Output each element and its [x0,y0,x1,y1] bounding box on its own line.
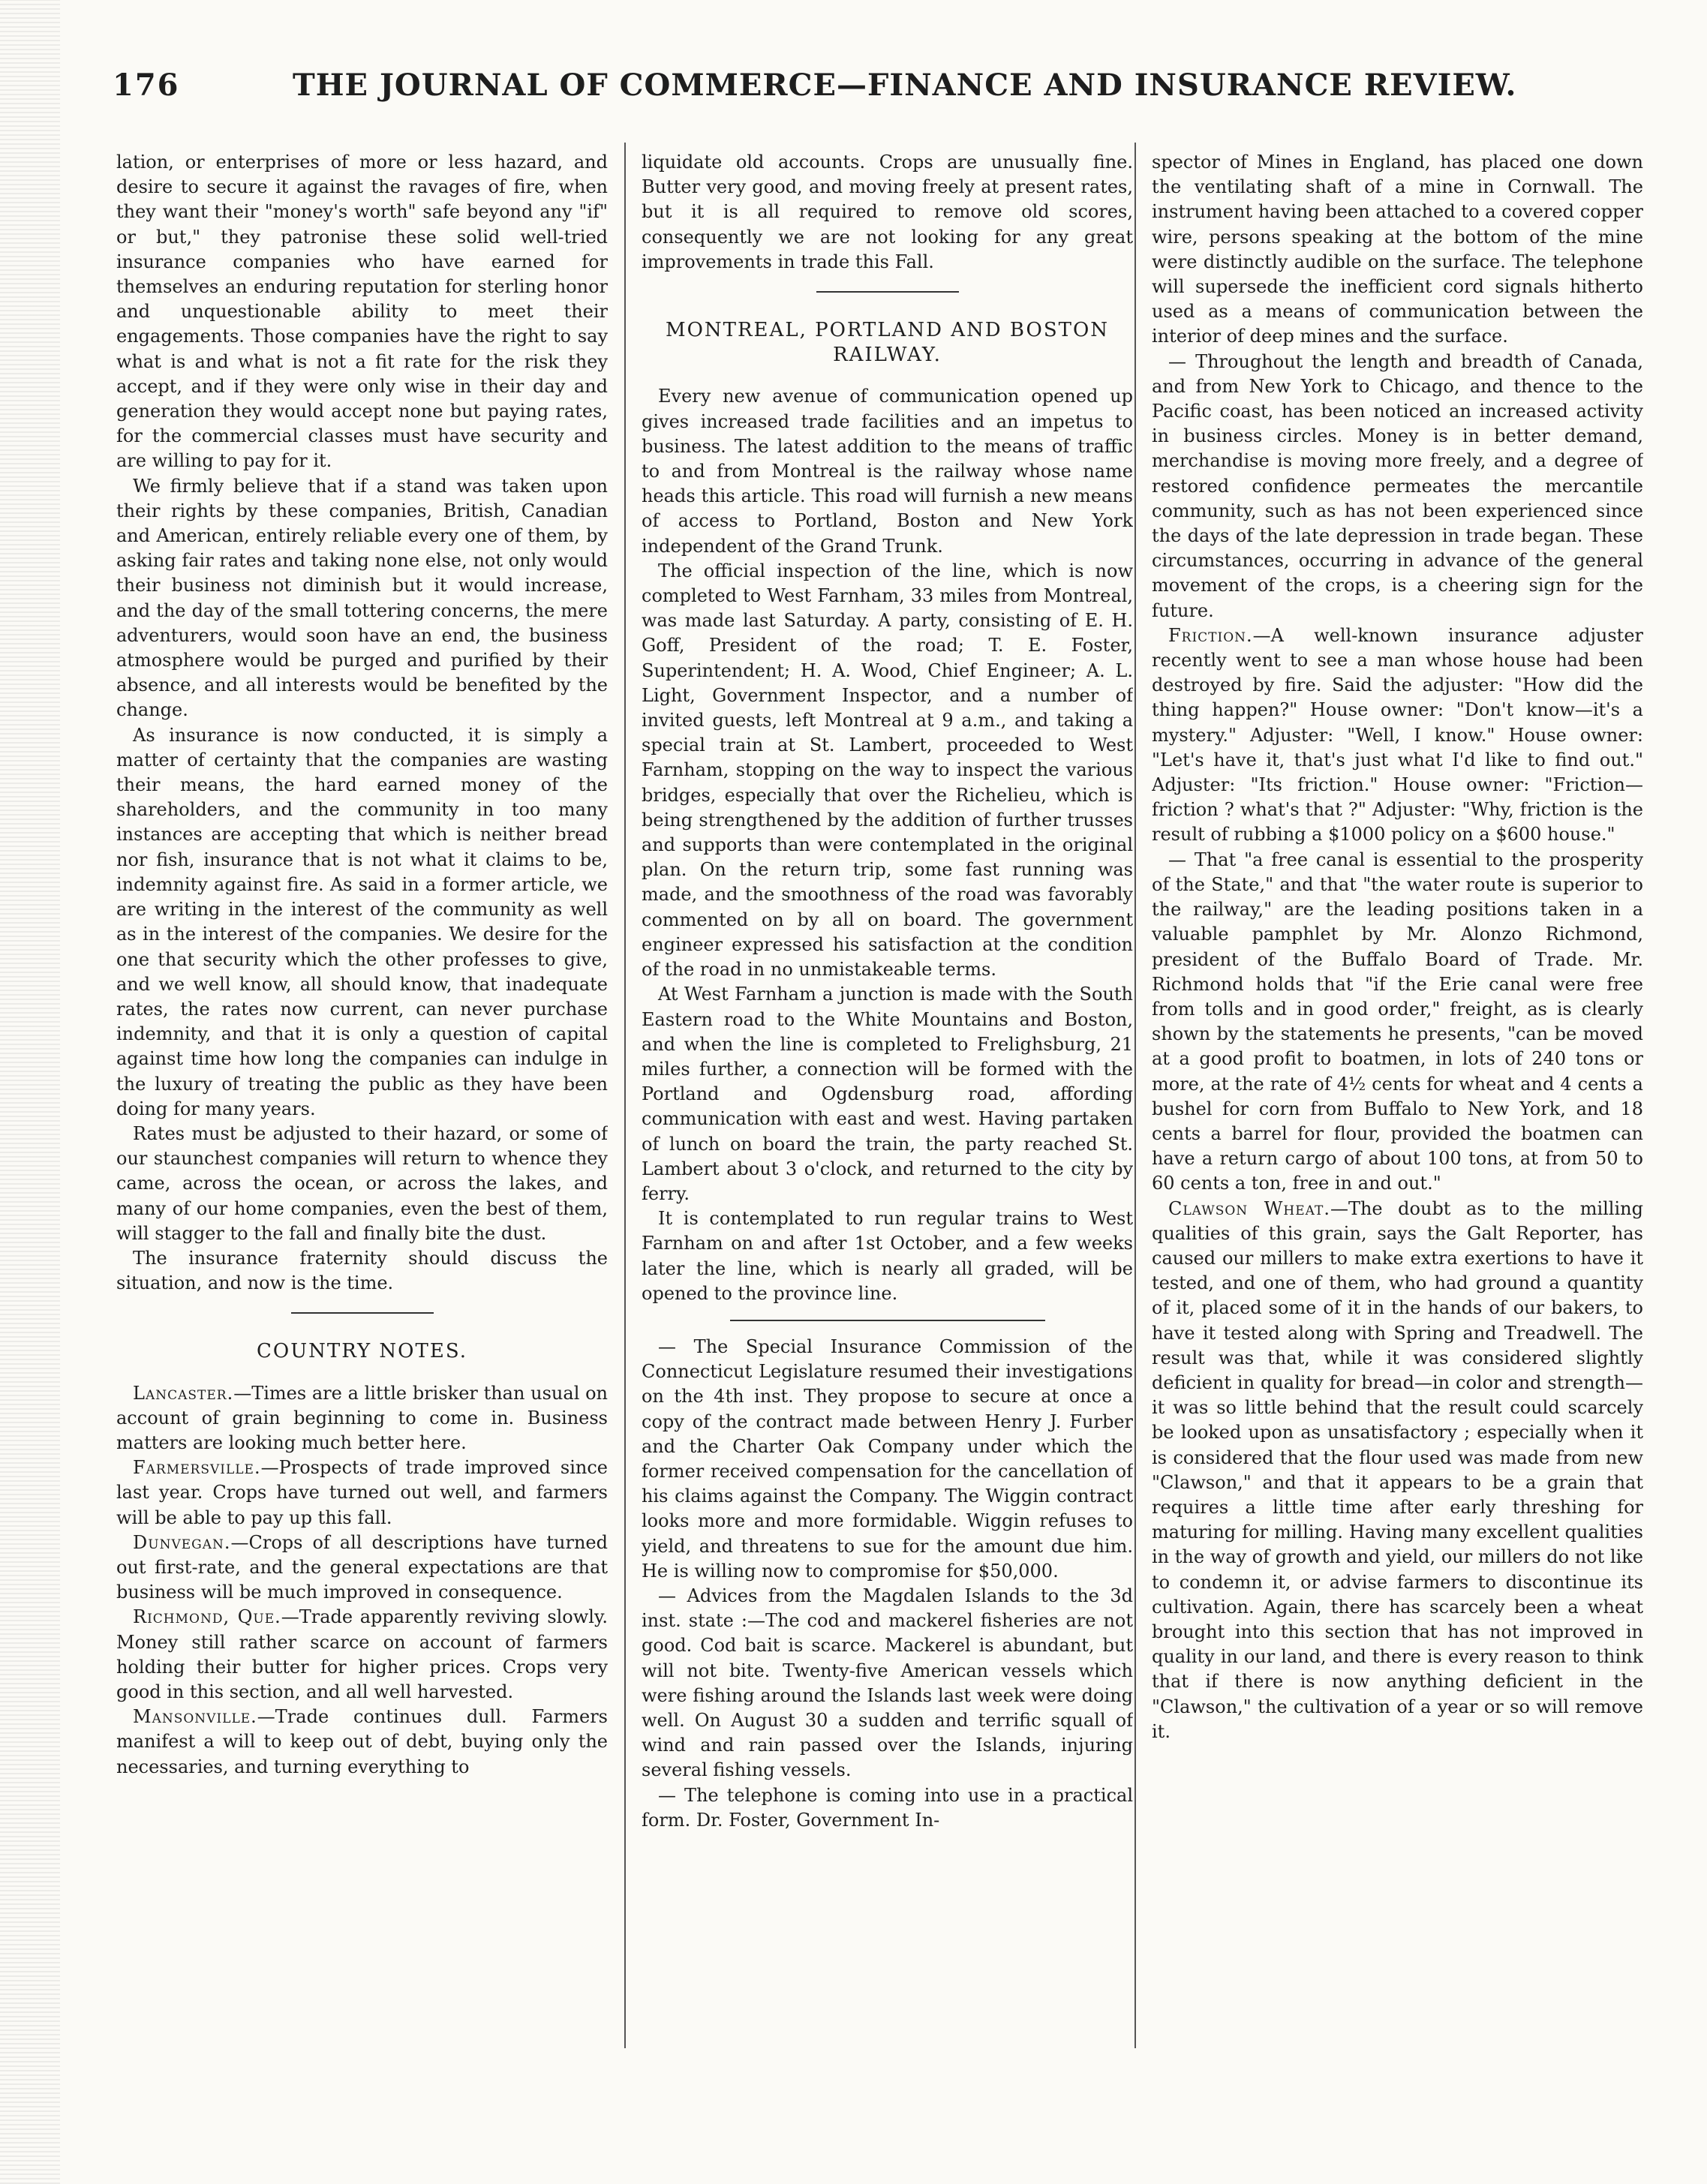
column-2 [642,150,1133,2071]
note-text: —Crops of all descriptions have turned out first-rate, and the general expectations are that business will be much improved in consequence. [116,1531,608,1603]
paragraph: — The telephone is coming into use in a practical form. Dr. Foster, Government In- [642,1784,1133,1831]
paragraph: Every new avenue of communication opened up gives increased trade facilities and an impetus to business. The latest addition to the means of traffic to and from Montreal is the railway whose name heads this article. This road will furnish a new means of access to Portland, Boston and New York independent of the Grand Trunk. [642,386,1133,557]
paragraph: At West Farnham a junction is made with the South Eastern road to the White Mountains and Boston, and when the line is completed to Frelighsburg, 21 miles further, a connection will be formed with the Portland and Ogdensburg road, affording communication with east and west. Having partaken of lunch on board the train, the party reached St. Lambert about 3 o'clock, and returned to the city by ferry. [642,984,1133,1204]
paragraph: lation, or enterprises of more or less hazard, and desire to secure it against the ravages of fire, when they want their "money's worth" safe beyond any "if" or but," they patronise these solid well-tried insurance companies who have earned for themselves an enduring reputation for sterling honor and unquestionable ability to meet their engagements. Those companies have the right to say what is and what is not a fit rate for the risk they accept, and if they were only wise in their day and generation they would accept none but paying rates, for the commercial classes must have security and are willing to pay for it. [116,152,608,472]
section-rule [291,1312,434,1314]
friction-text: —A well-known insurance adjuster recently went to see a man whose house had been destroyed by fire. Said the adjuster: "How did the thing happen?" House owner: "Don't know—it's a mystery." Adjuster: "Well, I know." House owner: "Let's have it, that's just what I'd like to find out." Adjuster: "Its friction." House owner: "Friction—friction ? what's that ?" Adjuster: "Why, friction is the result of rubbing a $1000 policy on a $600 house." [1152,624,1643,846]
country-note [116,1381,608,1456]
note-place: Mansonville. [133,1706,257,1728]
note-text: —Trade apparently reviving slowly. Money still rather scarce on account of farmers holding their butter for higher prices. Crops very good in this section, and all well harvested. [116,1606,608,1702]
railway-heading: MONTREAL, PORTLAND AND BOSTON RAILWAY. [665,319,1110,367]
country-notes-heading: COUNTRY NOTES. [257,1340,467,1363]
clawson-text: —The doubt as to the milling qualities of this grain, says the Galt Reporter, has caused our millers to make extra exertions to have it tested, and one of them, who had ground a quantity of it, placed some of it in the hands of our bakers, to have it tested along with Spring and Treadwell. The result was that, while it was considered slightly deficient in quality for bread—in color and strength—it was so little behind that the result could scarcely be looked upon as unsatisfactory ; especially when it is considered that the flour used was made from new "Clawson," and that it appears to be a grain that requires a little time after early threshing for maturing for milling. Having many excellent qualities in the way of growth and yield, our millers do not like to condemn it, or advise farmers to discontinue its cultivation. Again, there has scarcely been a wheat brought into this section that has not improved in quality in our land, and there is every reason to think that if there is now anything deficient in the "Clawson," the cultivation of a year or so will remove it. [1152,1197,1643,1742]
note-place: Dunvegan. [133,1531,231,1553]
country-note [116,1531,608,1606]
note-text: —Trade continues dull. Farmers manifest a will to keep out of debt, buying only the necessaries, and turning everything to [116,1706,608,1777]
friction-heading: Friction. [1168,624,1253,646]
scan-edge-shadow [0,0,60,2184]
paragraph: As insurance is now conducted, it is simply a matter of certainty that the companies are wasting their means, the hard earned money of the shareholders, and the community in too many instances are accepting that which is neither bread nor fish, insurance that is not what it claims to be, indemnity against fire. As said in a former article, we are writing in the interest of the community as well as in the interest of the companies. We desire for the one that security which the other professes to give, and we well know, all should know, that inadequate rates, the rates now current, can never purchase indemnity, and that it is only a question of capital against time how long the companies can indulge in the luxury of treating the public as they have been doing for many years. [116,724,608,1119]
paragraph: — Advices from the Magdalen Islands to the 3d inst. state :—The cod and mackerel fisheries are not good. Cod bait is scarce. Mackerel is abundant, but will not bite. Twenty-five American vessels which were fishing around the Islands last week were doing well. On August 30 a sudden and terrific squall of wind and rain passed over the Islands, injuring several fishing vessels. [642,1585,1133,1781]
paragraph: — The Special Insurance Commission of the Connecticut Legislature resumed their investigations on the 4th inst. They propose to secure at once a copy of the contract made between Henry J. Furber and the Charter Oak Company under which the former received compensation for the cancellation of his claims against the Company. The Wiggin contract looks more and more formidable. Wiggin refuses to yield, and threatens to sue for the amount due him. He is willing now to compromise for $50,000. [642,1335,1133,1582]
note-place: Richmond, Que. [133,1606,281,1628]
page-number: 176 [113,68,180,103]
masthead-title: THE JOURNAL OF COMMERCE—FINANCE AND INSURANCE REVIEW. [293,68,1517,103]
section-rule [730,1320,1045,1321]
clawson-heading: Clawson Wheat. [1168,1197,1330,1219]
note-text: —Times are a little brisker than usual on account of grain beginning to come in. Business matters are looking much better here. [116,1382,608,1453]
section-rule [816,291,959,293]
paragraph [1152,623,1643,848]
paragraph: We firmly believe that if a stand was taken upon their rights by these companies, British, Canadian and American, entirely reliable every one of them, by asking fair rates and taking none else, not only would their business not diminish but it would increase, and the day of the small tottering concerns, the mere adventurers, would soon have an end, the business atmosphere would be purged and purified by their absence, and all interests would be benefited by the change. [116,475,608,721]
column-divider [624,143,626,2048]
paragraph: It is contemplated to run regular trains to West Farnham on and after 1st October, and a few weeks later the line, which is nearly all graded, will be opened to the province line. [642,1208,1133,1304]
page-header [113,68,1636,120]
paragraph: Rates must be adjusted to their hazard, or some of our staunchest companies will return to whence they came, across the ocean, or across the lakes, and many of our home companies, even the best of them, will stagger to the fall and finally bite the dust. [116,1122,608,1244]
paragraph: liquidate old accounts. Crops are unusually fine. Butter very good, and moving freely at present rates, but it is all required to remove old scores, consequently we are not looking for any great improvements in trade this Fall. [642,152,1133,272]
paragraph [1152,1197,1643,1744]
note-place: Lancaster. [133,1382,234,1404]
note-text: —Prospects of trade improved since last year. Crops have turned out well, and farmers will be able to pay up this fall. [116,1457,608,1528]
column-1 [116,150,608,2071]
note-place: Farmersville. [133,1457,261,1479]
paragraph: — That "a free canal is essential to the prosperity of the State," and that "the water route is superior to the railway," are the leading positions taken in a valuable pamphlet by Mr. Alonzo Richmond, president of the Buffalo Board of Trade. Mr. Richmond holds that "if the Erie canal were free from tolls and in good order," freight, as is clearly shown by the statements he presents, "can be moved at a good profit to boatmen, in lots of 240 tons or more, at the rate of 4½ cents for wheat and 4 cents a bushel for corn from Buffalo to New York, and 18 cents a barrel for flour, provided the boatmen can have a return cargo of about 100 tons, at from 50 to 60 cents a ton, free in and out." [1152,849,1643,1194]
column-divider [1134,143,1136,2048]
column-3 [1152,150,1643,2071]
paragraph: — Throughout the length and breadth of Canada, and from New York to Chicago, and thence to the Pacific coast, has been noticed an increased activity in business circles. Money is in better demand, merchandise is moving more freely, and a degree of restored confidence permeates the mercantile community, such as has not been experienced since the days of the late depression in trade began. These circumstances, occurring in advance of the general movement of the crops, is a cheering sign for the future. [1152,350,1643,621]
country-note [116,1705,608,1780]
country-note [116,1605,608,1705]
paragraph: The official inspection of the line, which is now completed to West Farnham, 33 miles from Montreal, was made last Saturday. A party, consisting of E. H. Goff, President of the road; T. E. Foster, Superintendent; H. A. Wood, Chief Engineer; A. L. Light, Government Inspector, and a number of invited guests, left Montreal at 9 a.m., and taking a special train at St. Lambert, proceeded to West Farnham, stopping on the way to inspect the various bridges, especially that over the Richelieu, which is being strengthened by the addition of further trusses and supports than were contemplated in the original plan. On the return trip, some fast running was made, and the smoothness of the road was favorably commented on by all on board. The government engineer expressed his satisfaction at the condition of the road in no unmistakeable terms. [642,560,1133,981]
paragraph: spector of Mines in England, has placed one down the ventilating shaft of a mine in Cornwall. The instrument having been attached to a covered copper wire, persons speaking at the bottom of the mine were distinctly audible on the surface. The telephone will supersede the inefficient cord signals hitherto used as a means of communication between the interior of deep mines and the surface. [1152,152,1643,347]
country-note [116,1455,608,1531]
paragraph: The insurance fraternity should discuss the situation, and now is the time. [116,1247,608,1294]
